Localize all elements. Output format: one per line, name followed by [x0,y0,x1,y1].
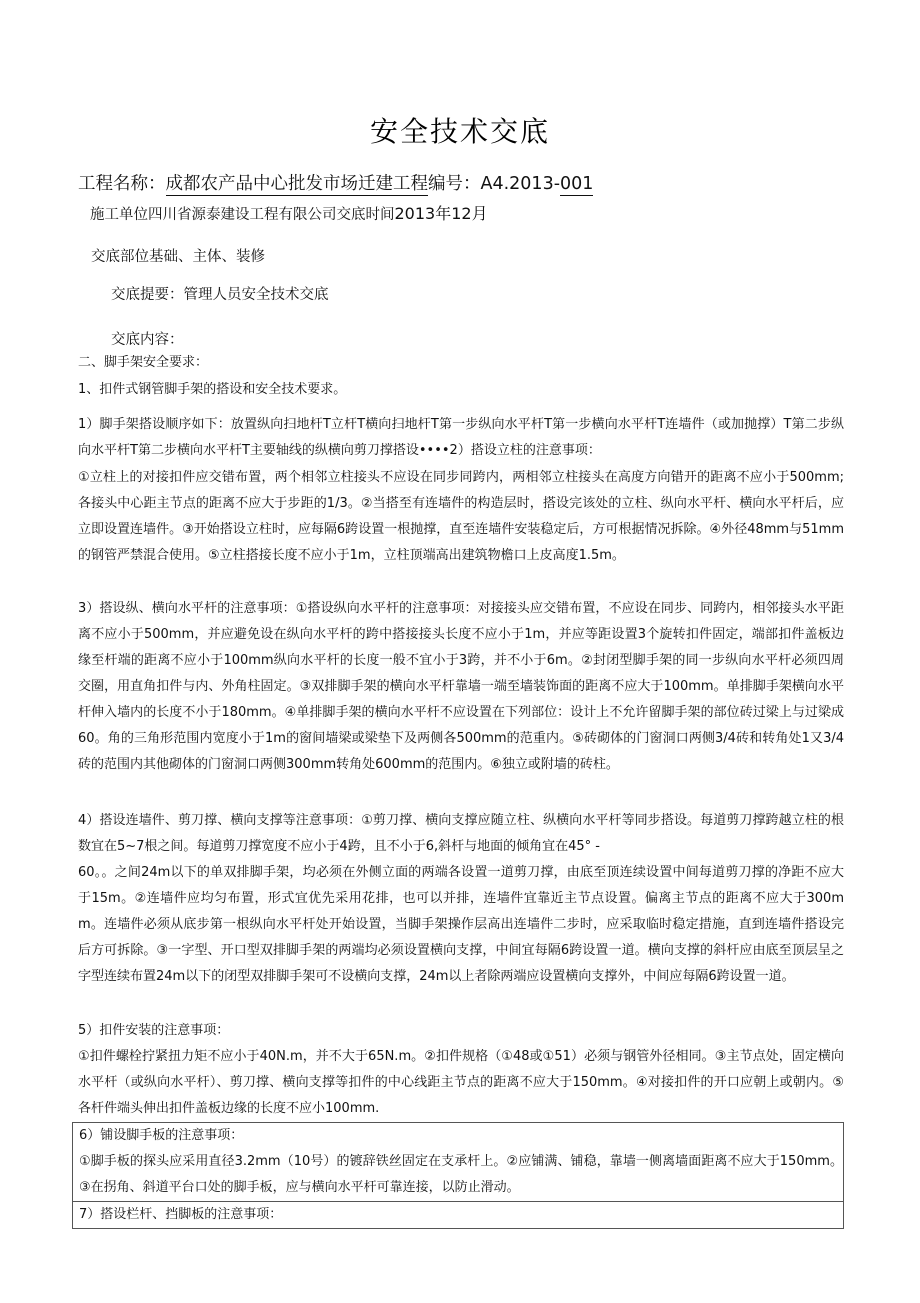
part-line [91,245,265,266]
subsection-title: 1、扣件式钢管脚手架的搭设和安全技术要求。 [78,382,347,397]
paragraph-5: ①扣件螺栓拧紧扭力矩不应小于40N.m，并不大于65N.m。②扣件规格（①48或①51）必须与钢管外径相同。③主节点处，固定横向水平杆（或纵向水平杆）、剪刀撑、横向支撑等扣件的中心线距主节点的距离不应大于150mm。④对接扣件的开口应朝上或朝内。⑤各杆件端头伸出扣件盖板边缘的长度不应小100mm. [78,1049,844,1116]
paragraph-5-title: 5）扣件安装的注意事项： [78,1023,230,1038]
part-label: 交底部位 [91,249,149,265]
time-label: 交底时间 [336,207,395,223]
contractor-label: 施工单位 [90,207,148,223]
paragraph-6-title: 6）铺设脚手板的注意事项： [79,1128,244,1143]
number-suffix: 001 [560,174,594,194]
content-label: 交底内容： [111,332,184,348]
paragraph-7-title: 7）搭设栏杆、挡脚板的注意事项： [73,1201,843,1228]
summary-line [111,283,329,304]
paragraph-1: 1）脚手架搭设顺序如下：放置纵向扫地杆T立杆T横向扫地杆T第一步纵向水平杆T第一步横向水平杆T连墙件（或加抛撑）T第二步纵向水平杆T第二步横向水平杆T主要轴线的纵横向剪刀撑搭设••••2）搭设立柱的注意事项： [78,417,844,458]
summary-value: 管理人员安全技术交底 [183,287,329,303]
time-value: 2013年12月 [394,204,488,223]
paragraph-4b: 60。。之间24m以下的单双排脚手架，均必须在外侧立面的两端各设置一道剪刀撑，由底至顶连续设置中间每道剪刀撑的净距不应大于15m。②连墙件应均匀布置，形式宜优先采用花排，也可以并排，连墙件宜靠近主节点设置。偏离主节点的距离不应大于300mm。连墙件必须从底步第一根纵向水平杆处开始设置，当脚手架操作层高出连墙件二步时，应采取临时稳定措施，直到连墙件搭设完后方可拆除。③一字型、开口型双排脚手架的两端均必须设置横向支撑，中间宜每隔6跨设置一道。横向支撑的斜杆应由底至顶层呈之字型连续布置24m以下的闭型双排脚手架可不设横向支撑，24m以上者除两端应设置横向支撑外，中间应每隔6跨设置一道。 [78,865,844,984]
project-name: 成都农产品中心批发市场迁建工程 [165,174,428,194]
contractor-value: 四川省源泰建设工程有限公司 [148,207,337,223]
summary-label: 交底提要： [111,287,184,303]
paragraph-4a: 4）搭设连墙件、剪刀撑、横向支撑等注意事项：①剪刀撑、横向支撑应随立柱、纵横向水平杆等同步搭设。每道剪刀撑跨越立柱的根数宜在5~7根之间。每道剪刀撑宽度不应小于4跨，且不小于6,斜杆与地面的倾角宜在45° - [78,813,844,854]
part-value: 基础、主体、装修 [149,249,265,265]
project-line [78,170,593,195]
project-label: 工程名称： [78,174,166,194]
number-label: 编号： [428,174,481,194]
paragraph-3: 3）搭设纵、横向水平杆的注意事项：①搭设纵向水平杆的注意事项：对接接头应交错布置，不应设在同步、同跨内，相邻接头水平距离不应小于500mm，并应避免设在纵向水平杆的跨中搭接接头长度不应小于1m，并应等距设置3个旋转扣件固定，端部扣件盖板边缘至杆端的距离不应小于100mm纵向水平杆的长度一般不宜小于3跨，并不小于6m。②封闭型脚手架的同一步纵向水平杆必须四周交圈，用直角扣件与内、外角柱固定。③双排脚手架的横向水平杆靠墙一端至墙装饰面的距离不应大于100mm。单排脚手架横向水平杆伸入墙内的长度不小于180mm。④单排脚手架的横向水平杆不应设置在下列部位：设计上不允许留脚手架的部位砖过梁上与过梁成60。角的三角形范围内宽度小于1m的窗间墙梁或梁垫下及两侧各500mm的范重内。⑤砖砌体的门窗洞口两侧3/4砖和转角处1又3/4砖的范围内其他砌体的门窗洞口两侧300mm转角处600mm的范围内。⑥独立或附墙的砖柱。 [78,601,844,772]
paragraph-2: ①立柱上的对接扣件应交错布置，两个相邻立柱接头不应设在同步同跨内，两相邻立柱接头在高度方向错开的距离不应小于500mm;各接头中心距主节点的距离不应大于步距的1/3。②当搭至有连墙件的构造层时，搭设完该处的立柱、纵向水平杆、横向水平杆后，应立即设置连墙件。③开始搭设立柱时，应每隔6跨设置一根抛撑，直至连墙件安装稳定后，方可根据情况拆除。④外径48mm与51mm的钢管严禁混合使用。⑤立柱搭接长度不应小于1m，立柱顶端高出建筑物檐口上皮高度1.5m。 [78,470,844,563]
document-title: 安全技术交底 [369,115,550,148]
section-title: 二、脚手架安全要求： [78,355,209,370]
boxed-section [72,1122,844,1229]
paragraph-6: ①脚手板的探头应采用直径3.2mm（10号）的镀辞铁丝固定在支承杆上。②应铺满、铺稳，靠墙一侧离墙面距离不应大于150mm。③在拐角、斜道平台口处的脚手板，应与横向水平杆可靠连接，以防止滑动。 [79,1154,843,1195]
contractor-line [90,201,488,224]
number-value: A4.2013- [480,174,561,194]
